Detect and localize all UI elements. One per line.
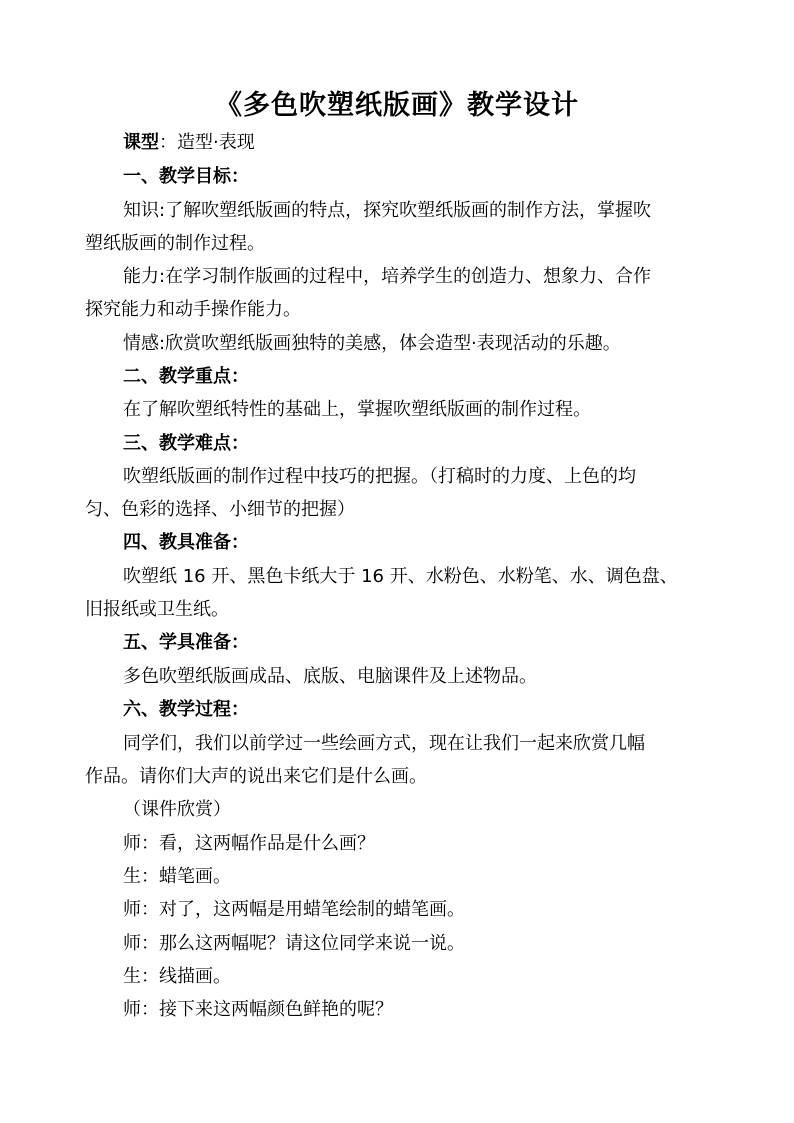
difficulties-line-1: 吹塑纸版画的制作过程中技巧的把握。（打稿时的力度、上色的均 <box>123 466 636 487</box>
dialogue-line: 生：线描画。 <box>123 966 231 987</box>
section-heading-teaching-aids: 四、教具准备： <box>123 532 249 553</box>
goal-emotion-line: 情感:欣赏吹塑纸版画独特的美感，体会造型·表现活动的乐趣。 <box>123 333 621 354</box>
teaching-aids-line-1: 吹塑纸 16 开、黑色卡纸大于 16 开、水粉色、水粉笔、水、调色盘、 <box>123 566 678 587</box>
lesson-type-line <box>123 130 255 156</box>
lesson-type-value: ：造型·表现 <box>159 132 255 153</box>
lesson-type-label: 课型 <box>123 132 159 153</box>
key-points-text: 在了解吹塑纸特性的基础上，掌握吹塑纸版画的制作过程。 <box>123 399 591 420</box>
goal-ability-line-1: 能力:在学习制作版画的过程中，培养学生的创造力、想象力、合作 <box>123 266 652 287</box>
section-heading-key-points: 二、教学重点： <box>123 366 249 387</box>
document-title: 《多色吹塑纸版画》教学设计 <box>215 90 579 121</box>
dialogue-line: 生：蜡笔画。 <box>123 866 231 887</box>
goal-knowledge-line-2: 塑纸版画的制作过程。 <box>85 233 265 254</box>
goal-ability-line-2: 探究能力和动手操作能力。 <box>85 299 301 320</box>
section-heading-goals: 一、教学目标： <box>123 166 249 187</box>
section-heading-difficulties: 三、教学难点： <box>123 433 249 454</box>
dialogue-line: 师：对了，这两幅是用蜡笔绘制的蜡笔画。 <box>123 899 465 920</box>
goal-knowledge-line-1: 知识:了解吹塑纸版画的特点，探究吹塑纸版画的制作方法，掌握吹 <box>123 200 652 221</box>
process-intro-line-1: 同学们，我们以前学过一些绘画方式，现在让我们一起来欣赏几幅 <box>123 733 645 754</box>
process-intro-line-2: 作品。请你们大声的说出来它们是什么画。 <box>85 766 427 787</box>
learning-aids-text: 多色吹塑纸版画成品、底版、电脑课件及上述物品。 <box>123 666 537 687</box>
dialogue-line: 师：那么这两幅呢？请这位同学来说一说。 <box>123 933 465 954</box>
process-note: （课件欣赏） <box>123 799 231 820</box>
section-heading-process: 六、教学过程： <box>123 699 249 720</box>
dialogue-line: 师：看，这两幅作品是什么画？ <box>123 833 375 854</box>
teaching-aids-line-2: 旧报纸或卫生纸。 <box>85 599 229 620</box>
dialogue-line: 师：接下来这两幅颜色鲜艳的呢？ <box>123 999 393 1020</box>
difficulties-line-2: 匀、色彩的选择、小细节的把握） <box>85 499 355 520</box>
section-heading-learning-aids: 五、学具准备： <box>123 632 249 653</box>
